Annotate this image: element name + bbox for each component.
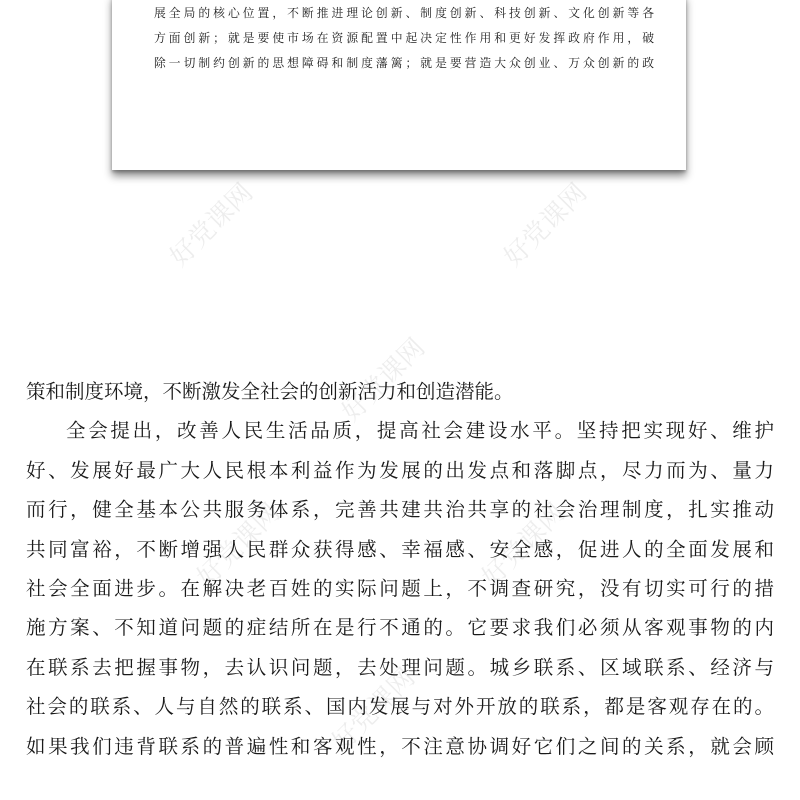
watermark: 好党课网 bbox=[164, 177, 260, 273]
paragraph-line: 社会全面进步。在解决老百姓的实际问题上，不调查研究，没有切实可行的措 bbox=[26, 577, 774, 601]
paragraph-line: 而行，健全基本公共服务体系，完善共建共治共享的社会治理制度，扎实推动 bbox=[26, 498, 774, 522]
document-page-preview bbox=[112, 0, 686, 170]
preview-line: 方面创新；就是要使市场在资源配置中起决定性作用和更好发挥政府作用，破 bbox=[154, 31, 654, 45]
paragraph-line: 施方案、不知道问题的症结所在是行不通的。它要求我们必须从客观事物的内 bbox=[26, 616, 774, 640]
continuation-line: 策和制度环境，不断激发全社会的创新活力和创造潜能。 bbox=[26, 380, 514, 403]
paragraph-line: 好、发展好最广大人民根本利益作为发展的出发点和落脚点，尽力而为、量力 bbox=[26, 458, 774, 482]
paragraph-line: 全会提出，改善人民生活品质，提高社会建设水平。坚持把实现好、维护 bbox=[66, 419, 774, 443]
paragraph-line: 社会的联系、人与自然的联系、国内发展与对外开放的联系，都是客观存在的。 bbox=[26, 695, 774, 719]
watermark: 好党课网 bbox=[326, 662, 422, 758]
page-preview-text bbox=[154, 0, 654, 76]
paragraph-line: 如果我们违背联系的普遍性和客观性，不注意协调好它们之间的关系，就会顾 bbox=[26, 734, 774, 758]
watermark: 好党课网 bbox=[498, 177, 594, 273]
watermark: 好党课网 bbox=[476, 497, 572, 593]
preview-line: 展全局的核心位置，不断推进理论创新、制度创新、科技创新、文化创新等各 bbox=[154, 6, 654, 20]
watermark: 好党课网 bbox=[336, 332, 432, 428]
paragraph-line: 在联系去把握事物，去认识问题，去处理问题。城乡联系、区域联系、经济与 bbox=[26, 655, 774, 679]
paragraph-line: 共同富裕，不断增强人民群众获得感、幸福感、安全感，促进人的全面发展和 bbox=[26, 537, 774, 561]
document-body bbox=[26, 372, 774, 766]
preview-line: 除一切制约创新的思想障碍和制度藩篱；就是要营造大众创业、万众创新的政 bbox=[154, 56, 654, 70]
watermark: 好党课网 bbox=[191, 497, 287, 593]
